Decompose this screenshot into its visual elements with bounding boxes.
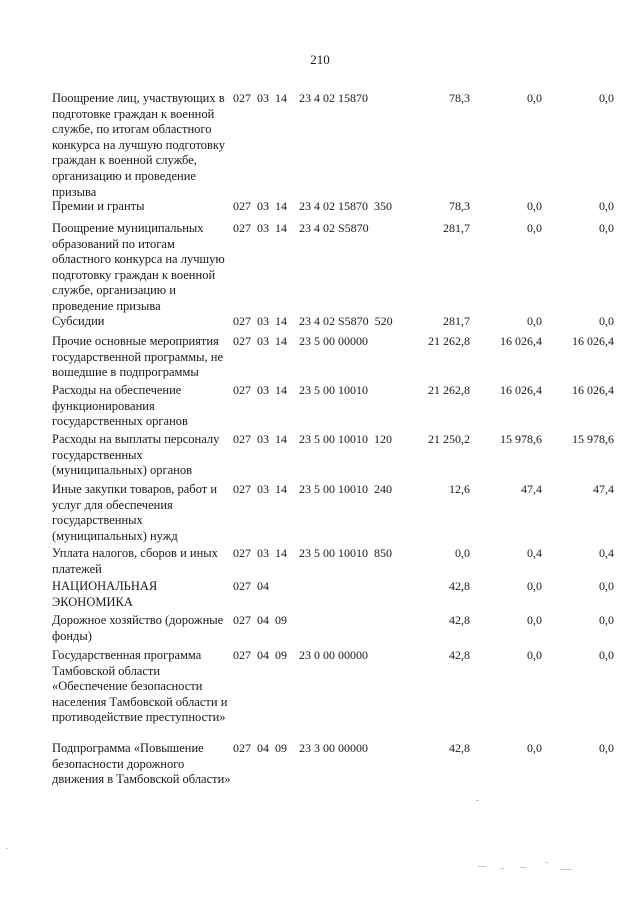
row-value-1: 78,3	[449, 199, 470, 213]
row-name: НАЦИОНАЛЬНАЯ ЭКОНОМИКА	[52, 579, 158, 609]
row-code: 027 03 14 23 5 00 10010	[233, 383, 368, 397]
row-value-1: 12,6	[449, 482, 470, 496]
row-value-3: 47,4	[593, 482, 614, 496]
row-name: Премии и гранты	[52, 199, 145, 213]
row-value-1: 42,8	[449, 613, 470, 627]
row-name: Поощрение лиц, участвующих в подготовке граждан к военной службе, по итогам областного конкурса на лучшую подготовку граждан к военной службе, организацию и проведение призыва	[52, 91, 226, 199]
row-value-3: 0,0	[599, 199, 614, 213]
row-value-1: 42,8	[449, 579, 470, 593]
scan-speck	[500, 868, 504, 869]
row-value-2: 0,0	[527, 91, 542, 105]
row-value-1: 21 262,8	[428, 334, 470, 348]
row-value-3: 16 026,4	[572, 334, 614, 348]
page-number: 210	[310, 52, 330, 67]
scan-speck	[6, 848, 8, 849]
row-value-3: 0,4	[599, 546, 614, 560]
row-code: 027 03 14 23 5 00 00000	[233, 334, 368, 348]
row-name: Уплата налогов, сборов и иных платежей	[52, 546, 218, 576]
row-value-3: 0,0	[599, 314, 614, 328]
row-value-2: 15 978,6	[500, 432, 542, 446]
row-name: Прочие основные мероприятия государственной программы, не вошедшие в подпрограммы	[52, 334, 224, 380]
row-value-2: 0,0	[527, 199, 542, 213]
row-code: 027 03 14 23 4 02 S5870	[233, 221, 369, 235]
row-name: Государственная программа Тамбовской области «Обеспечение безопасности населения Тамбовской области и противодействие преступности»	[52, 648, 228, 725]
row-value-2: 0,0	[527, 579, 542, 593]
row-value-2: 47,4	[521, 482, 542, 496]
row-name: Подпрограмма «Повышение безопасности дорожного движения в Тамбовской области»	[52, 741, 231, 787]
row-value-3: 0,0	[599, 741, 614, 755]
row-value-2: 0,0	[527, 613, 542, 627]
row-code: 027 04 09 23 3 00 00000	[233, 741, 368, 755]
row-code: 027 04 09	[233, 613, 287, 627]
row-name: Субсидии	[52, 314, 105, 328]
scan-speck	[478, 866, 486, 867]
scan-speck	[476, 800, 479, 801]
row-name: Иные закупки товаров, работ и услуг для обеспечения государственных (муниципальных) нужд	[52, 482, 218, 543]
row-value-3: 0,0	[599, 221, 614, 235]
row-value-1: 21 250,2	[428, 432, 470, 446]
row-value-3: 16 026,4	[572, 383, 614, 397]
row-value-1: 21 262,8	[428, 383, 470, 397]
row-code: 027 03 14 23 4 02 15870 350	[233, 199, 392, 213]
row-code: 027 04	[233, 579, 269, 593]
row-value-3: 0,0	[599, 613, 614, 627]
row-name: Расходы на обеспечение функционирования государственных органов	[52, 383, 188, 429]
row-code: 027 03 14 23 4 02 15870	[233, 91, 368, 105]
row-value-2: 16 026,4	[500, 383, 542, 397]
row-value-3: 0,0	[599, 91, 614, 105]
row-value-2: 0,0	[527, 221, 542, 235]
row-value-3: 0,0	[599, 648, 614, 662]
row-code: 027 04 09 23 0 00 00000	[233, 648, 368, 662]
row-value-1: 78,3	[449, 91, 470, 105]
scan-speck	[520, 867, 526, 868]
scan-speck	[560, 869, 572, 870]
scan-speck	[545, 862, 548, 863]
row-value-1: 281,7	[443, 221, 470, 235]
row-value-2: 0,0	[527, 314, 542, 328]
row-value-2: 16 026,4	[500, 334, 542, 348]
row-value-2: 0,0	[527, 741, 542, 755]
row-value-2: 0,4	[527, 546, 542, 560]
row-value-3: 0,0	[599, 579, 614, 593]
row-code: 027 03 14 23 5 00 10010 120	[233, 432, 392, 446]
row-code: 027 03 14 23 5 00 10010 240	[233, 482, 392, 496]
row-value-1: 0,0	[455, 546, 470, 560]
row-name: Поощрение муниципальных образований по итогам областного конкурса на лучшую подготовку граждан к военной службе, организацию и проведение призыва	[52, 221, 225, 313]
row-value-3: 15 978,6	[572, 432, 614, 446]
row-name: Расходы на выплаты персоналу государственных (муниципальных) органов	[52, 432, 220, 478]
row-value-1: 42,8	[449, 648, 470, 662]
row-name: Дорожное хозяйство (дорожные фонды)	[52, 613, 224, 643]
row-value-1: 42,8	[449, 741, 470, 755]
row-code: 027 03 14 23 4 02 S5870 520	[233, 314, 393, 328]
row-value-2: 0,0	[527, 648, 542, 662]
row-value-1: 281,7	[443, 314, 470, 328]
row-code: 027 03 14 23 5 00 10010 850	[233, 546, 392, 560]
